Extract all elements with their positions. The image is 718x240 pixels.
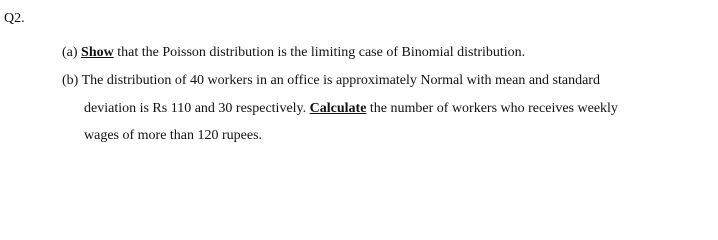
part-b-keyword: Calculate xyxy=(309,101,367,116)
part-a-keyword: Show xyxy=(81,45,114,60)
part-b-label: (b) xyxy=(62,73,79,88)
part-a-label: (a) xyxy=(62,45,78,60)
part-b-line3 xyxy=(84,127,262,144)
part-b xyxy=(62,72,600,89)
part-b-line2 xyxy=(84,100,618,117)
question-number: Q2. xyxy=(4,11,25,26)
part-b-text-line3: wages of more than 120 rupees. xyxy=(84,128,263,143)
part-b-text-line2-before: deviation is Rs 110 and 30 respectively. xyxy=(84,101,310,116)
part-b-text-line1: The distribution of 40 workers in an office is approximately Normal with mean and standard xyxy=(78,73,600,88)
part-b-text-line2-after: the number of workers who receives weekly xyxy=(366,101,618,116)
part-a xyxy=(62,44,525,61)
part-a-text: that the Poisson distribution is the limiting case of Binomial distribution. xyxy=(113,45,526,60)
